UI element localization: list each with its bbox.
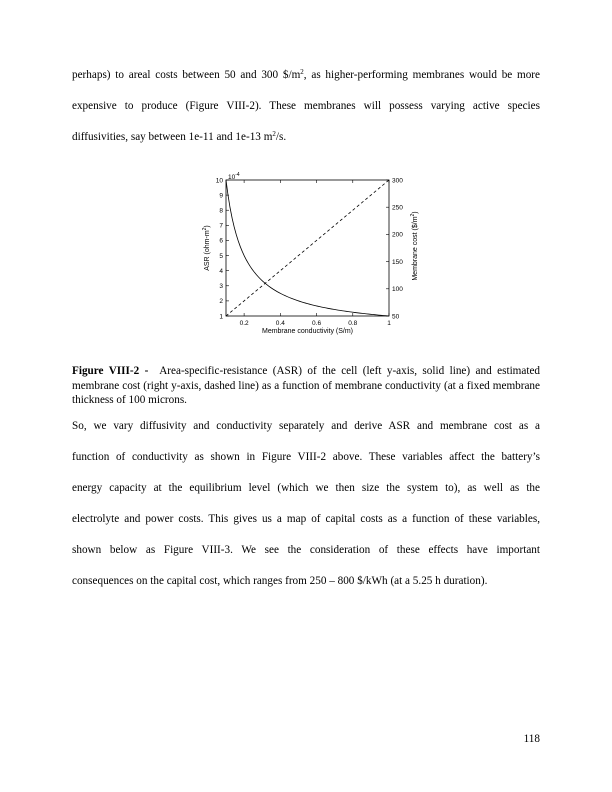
intro-line-1-text: perhaps) to areal costs between 50 and 300 $/m [72,69,301,81]
y-left-tick-label: 9 [219,192,223,200]
y-left-tick-label: 7 [219,222,223,230]
intro-line-3-text: diffusivities, say between 1e-11 and 1e-13 m [72,131,273,143]
body-line-1: So, we vary diffusivity and conductivity separately and derive ASR and membrane cost as a [72,420,540,432]
y-right-tick-label: 300 [392,177,403,185]
membrane-cost-series-line [226,180,389,316]
y-left-tick-label: 6 [219,237,223,245]
y-right-tick-label: 250 [392,204,403,212]
body-line-4: electrolyte and power costs. This gives us a map of capital costs as a function of these variables, [72,513,540,525]
caption-text: Area-specific-resistance (ASR) of the cell (left y-axis, solid line) and estimated membrane cost (right y-axis, dashed line) as a function of membrane conductivity (at a fixed membrane thickness of 100 microns. [72,365,541,407]
figure-caption [72,364,540,408]
y-right-tick-label: 200 [392,231,403,239]
x-tick-label: 0.6 [312,320,322,327]
body-line-3: energy capacity at the equilibrium level (which we then size the system to), as well as the [72,482,540,494]
y-right-tick-label: 50 [392,313,400,321]
x-tick-label: 1 [387,320,391,327]
y-left-tick-label: 8 [219,207,223,215]
y-right-tick-label: 150 [392,258,403,266]
y-left-tick-label: 4 [219,267,223,275]
y-left-axis-label: ASR $(ohm-m^2)$ [202,225,211,271]
intro-line-3-sup: 2 [272,130,276,138]
y-left-tick-label: 3 [219,283,223,291]
y-left-tick-label: 2 [219,298,223,306]
x-tick-label: 0.4 [275,320,285,327]
x-tick-label: 0.8 [348,320,358,327]
y-left-tick-label: 10 [215,177,223,185]
y-left-tick-label: 1 [219,313,223,321]
y-left-tick-label: 5 [219,252,223,260]
page-number: 118 [523,733,540,745]
intro-line-1-post: , as higher-performing membranes would be more [303,69,541,81]
intro-line-3-post: /s. [275,131,287,143]
y-multiplier-label: $10^{-4}$ [228,172,240,181]
body-line-2: function of conductivity as shown in Figure VIII-2 above. These variables affect the battery’s [72,451,540,463]
body-line-5: shown below as Figure VIII-3. We see the consideration of these effects have important [72,544,540,556]
intro-line-2-text: expensive to produce (Figure VIII-2). These membranes will possess varying active species [72,100,540,112]
y-right-tick-label: 100 [392,286,403,294]
caption-label: Figure VIII-2 - [72,365,149,377]
x-tick-label: 0.2 [239,320,249,327]
intro-line-1-sup: 2 [300,68,304,76]
y-right-axis-label: Membrane cost $(\$/m^2)$ [410,211,419,281]
x-axis-label: Membrane conductivity (S/m) [261,328,354,335]
body-line-6: consequences on the capital cost, which ranges from 250 – 800 $/kWh (at a 5.25 h duration). [72,575,488,587]
